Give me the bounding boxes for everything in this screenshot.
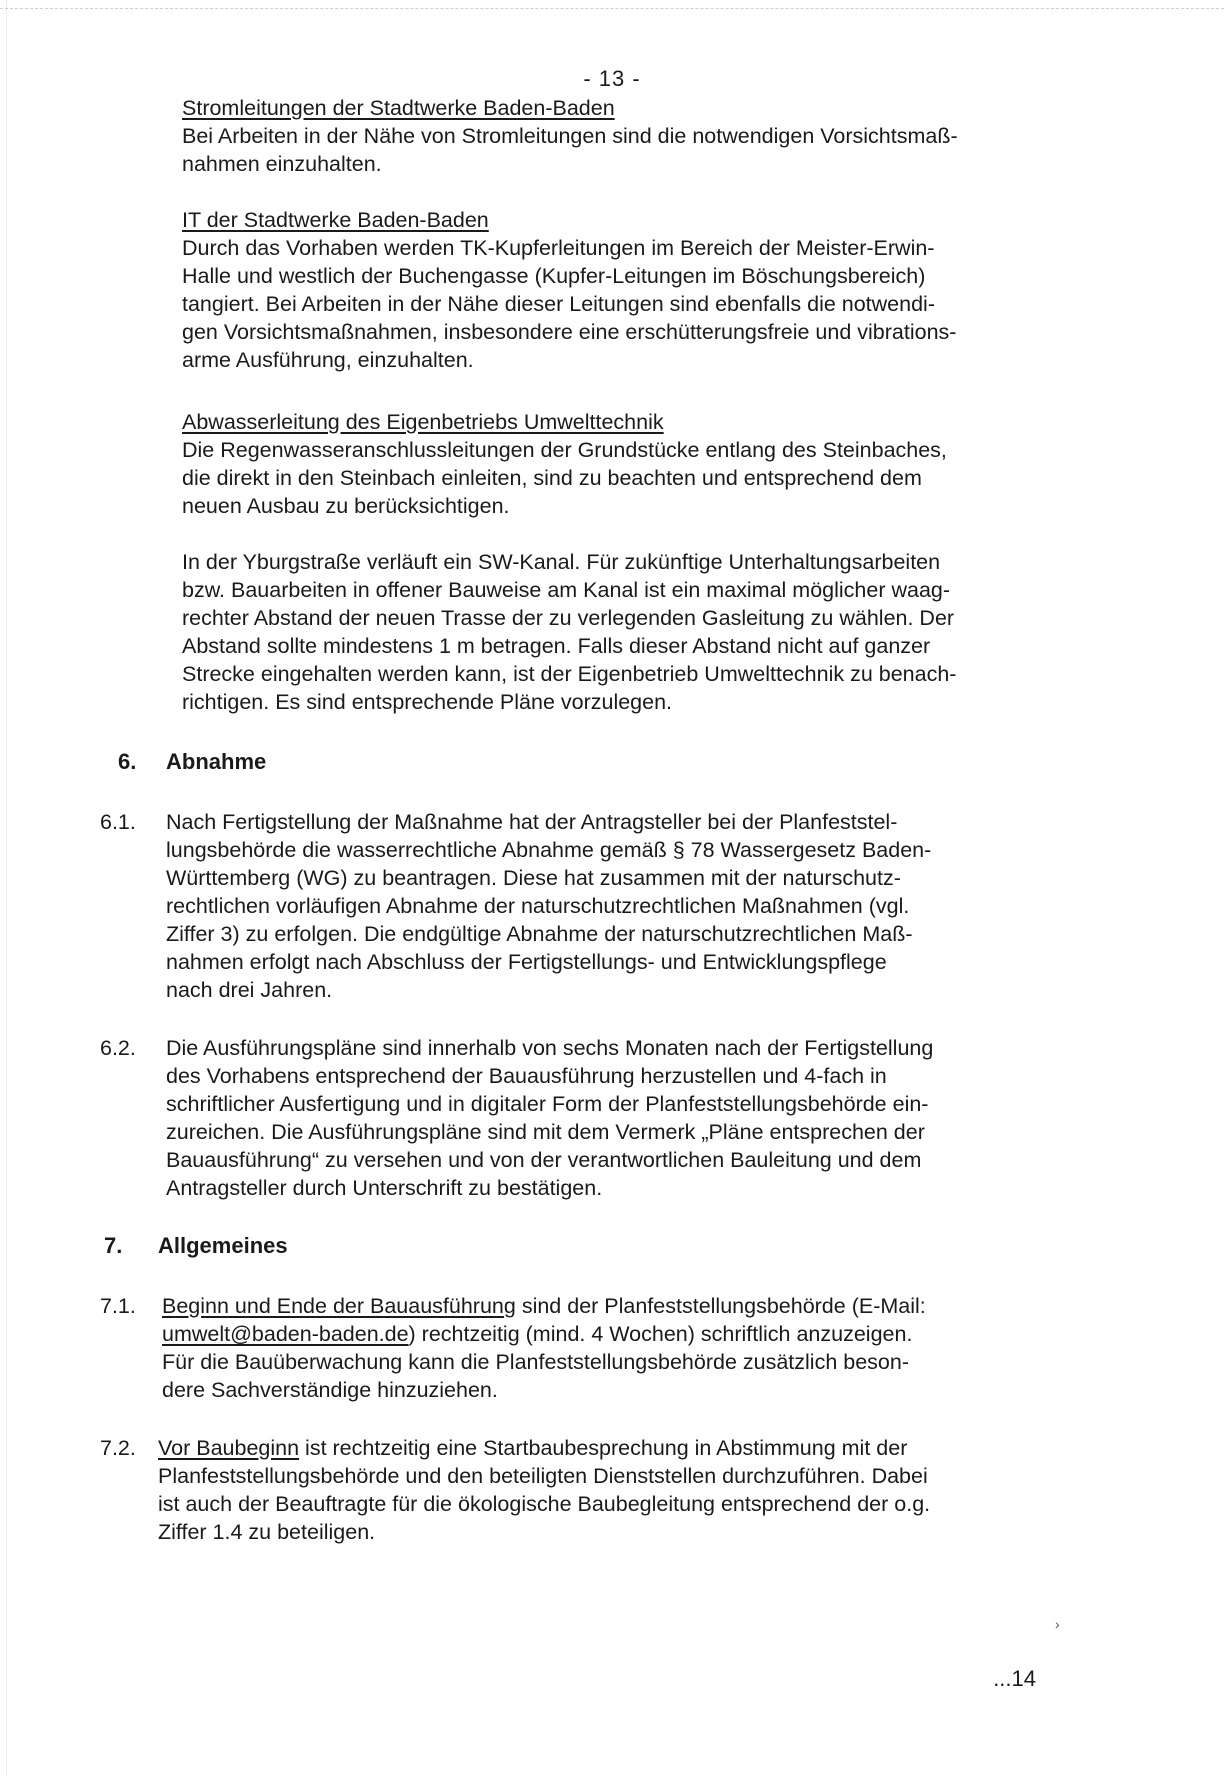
text-line: gen Vorsichtsmaßnahmen, insbesondere eine erschütterungsfreie und vibrations- bbox=[182, 320, 957, 344]
text-line: rechter Abstand der neuen Trasse der zu verlegenden Gasleitung zu wählen. Der bbox=[182, 606, 955, 630]
text-line: ist auch der Beauftragte für die ökologische Baubegleitung entsprechend der o.g. bbox=[158, 1492, 931, 1516]
heading-allgemeines bbox=[104, 1232, 504, 1262]
text-line: Halle und westlich der Buchengasse (Kupfer-Leitungen im Böschungsbereich) bbox=[182, 264, 926, 288]
text-line: Für die Bauüberwachung kann die Planfeststellungsbehörde zusätzlich beson- bbox=[162, 1350, 909, 1374]
text-fragment: sind der Planfeststellungsbehörde (E-Mail: bbox=[515, 1294, 926, 1318]
text-line: Ziffer 1.4 zu beteiligen. bbox=[158, 1520, 376, 1544]
text-line: neuen Ausbau zu berücksichtigen. bbox=[182, 494, 510, 518]
text-line: In der Yburgstraße verläuft ein SW-Kanal. Für zukünftige Unterhaltungsarbeiten bbox=[182, 550, 941, 574]
email-link[interactable]: umwelt@baden-baden.de bbox=[162, 1322, 409, 1346]
heading-number: 6. bbox=[118, 749, 137, 774]
text-line: nahmen erfolgt nach Abschluss der Fertigstellungs- und Entwicklungspflege bbox=[166, 950, 887, 974]
text-line: dere Sachverständige hinzuziehen. bbox=[162, 1378, 498, 1402]
item-body bbox=[158, 1434, 1058, 1546]
paragraph-sw-kanal bbox=[182, 548, 1062, 716]
text-line: die direkt in den Steinbach einleiten, sind zu beachten und entsprechend dem bbox=[182, 466, 922, 490]
text-line: Württemberg (WG) zu beantragen. Diese hat zusammen mit der naturschutz- bbox=[166, 866, 901, 890]
underlined-phrase: Beginn und Ende der Bauausführung bbox=[162, 1294, 516, 1318]
text-line: Nach Fertigstellung der Maßnahme hat der Antragsteller bei der Planfeststel- bbox=[166, 810, 898, 834]
text-line: nach drei Jahren. bbox=[166, 978, 333, 1002]
text-fragment: ) rechtzeitig (mind. 4 Wochen) schriftlich anzuzeigen. bbox=[408, 1322, 913, 1346]
item-6-1 bbox=[100, 808, 1062, 1008]
underlined-phrase: Vor Baubeginn bbox=[158, 1436, 300, 1460]
text-line: Planfeststellungsbehörde und den beteiligten Dienststellen durchzuführen. Dabei bbox=[158, 1464, 928, 1488]
text-line: Antragsteller durch Unterschrift zu bestätigen. bbox=[166, 1176, 603, 1200]
heading-number: 7. bbox=[104, 1233, 123, 1258]
item-body bbox=[162, 1292, 1062, 1404]
text-line: Durch das Vorhaben werden TK-Kupferleitungen im Bereich der Meister-Erwin- bbox=[182, 236, 935, 260]
text-fragment: ist rechtzeitig eine Startbaubesprechung in Abstimmung mit der bbox=[299, 1436, 908, 1460]
item-number: 7.1. bbox=[100, 1294, 136, 1318]
text-line: bzw. Bauarbeiten in offener Bauweise am Kanal ist ein maximal möglicher waag- bbox=[182, 578, 951, 602]
text-line: Bei Arbeiten in der Nähe von Stromleitungen sind die notwendigen Vorsichtsmaß- bbox=[182, 124, 958, 148]
text-line: rechtlichen vorläufigen Abnahme der naturschutzrechtlichen Maßnahmen (vgl. bbox=[166, 894, 910, 918]
scan-mark: › bbox=[1055, 1616, 1060, 1632]
heading-text: Abnahme bbox=[166, 749, 267, 774]
item-number: 6.1. bbox=[100, 810, 136, 834]
text-line: Abstand sollte mindestens 1 m betragen. Falls dieser Abstand nicht auf ganzer bbox=[182, 634, 931, 658]
text-line: Strecke eingehalten werden kann, ist der Eigenbetrieb Umwelttechnik zu benach- bbox=[182, 662, 957, 686]
item-7-2 bbox=[100, 1434, 1062, 1550]
heading-abnahme bbox=[118, 748, 518, 778]
text-line: Die Regenwasseranschlussleitungen der Grundstücke entlang des Steinbaches, bbox=[182, 438, 947, 462]
text-line: lungsbehörde die wasserrechtliche Abnahme gemäß § 78 Wassergesetz Baden- bbox=[166, 838, 932, 862]
scan-edge-left bbox=[6, 0, 8, 1776]
text-line: Ziffer 3) zu erfolgen. Die endgültige Abnahme der naturschutzrechtlichen Maß- bbox=[166, 922, 913, 946]
section-stromleitungen bbox=[182, 94, 1062, 178]
page-number: - 13 - bbox=[583, 66, 641, 91]
section-title: IT der Stadtwerke Baden-Baden bbox=[182, 208, 489, 232]
text-line: richtigen. Es sind entsprechende Pläne vorzulegen. bbox=[182, 690, 673, 714]
text-line: des Vorhabens entsprechend der Bauausführung herzustellen und 4-fach in bbox=[166, 1064, 887, 1088]
item-body bbox=[166, 1034, 1066, 1202]
heading-text: Allgemeines bbox=[158, 1233, 288, 1258]
item-body bbox=[166, 808, 1066, 1004]
section-title: Stromleitungen der Stadtwerke Baden-Baden bbox=[182, 96, 615, 120]
text-line: arme Ausführung, einzuhalten. bbox=[182, 348, 474, 372]
text-line: Bauausführung“ zu versehen und von der verantwortlichen Bauleitung und dem bbox=[166, 1148, 922, 1172]
text-line: zureichen. Die Ausführungspläne sind mit dem Vermerk „Pläne entsprechen der bbox=[166, 1120, 925, 1144]
text-line: nahmen einzuhalten. bbox=[182, 152, 382, 176]
section-abwasser bbox=[182, 408, 1062, 520]
item-number: 6.2. bbox=[100, 1036, 136, 1060]
item-7-1 bbox=[100, 1292, 1062, 1408]
text-line: tangiert. Bei Arbeiten in der Nähe dieser Leitungen sind ebenfalls die notwendi- bbox=[182, 292, 935, 316]
continuation-page-marker: ...14 bbox=[993, 1666, 1036, 1691]
text-line: Die Ausführungspläne sind innerhalb von sechs Monaten nach der Fertigstellung bbox=[166, 1036, 934, 1060]
item-6-2 bbox=[100, 1034, 1062, 1206]
item-number: 7.2. bbox=[100, 1436, 136, 1460]
section-it bbox=[182, 206, 1062, 374]
section-title: Abwasserleitung des Eigenbetriebs Umwelttechnik bbox=[182, 410, 664, 434]
scan-edge-top bbox=[0, 8, 1224, 10]
text-line: schriftlicher Ausfertigung und in digitaler Form der Planfeststellungsbehörde ein- bbox=[166, 1092, 929, 1116]
